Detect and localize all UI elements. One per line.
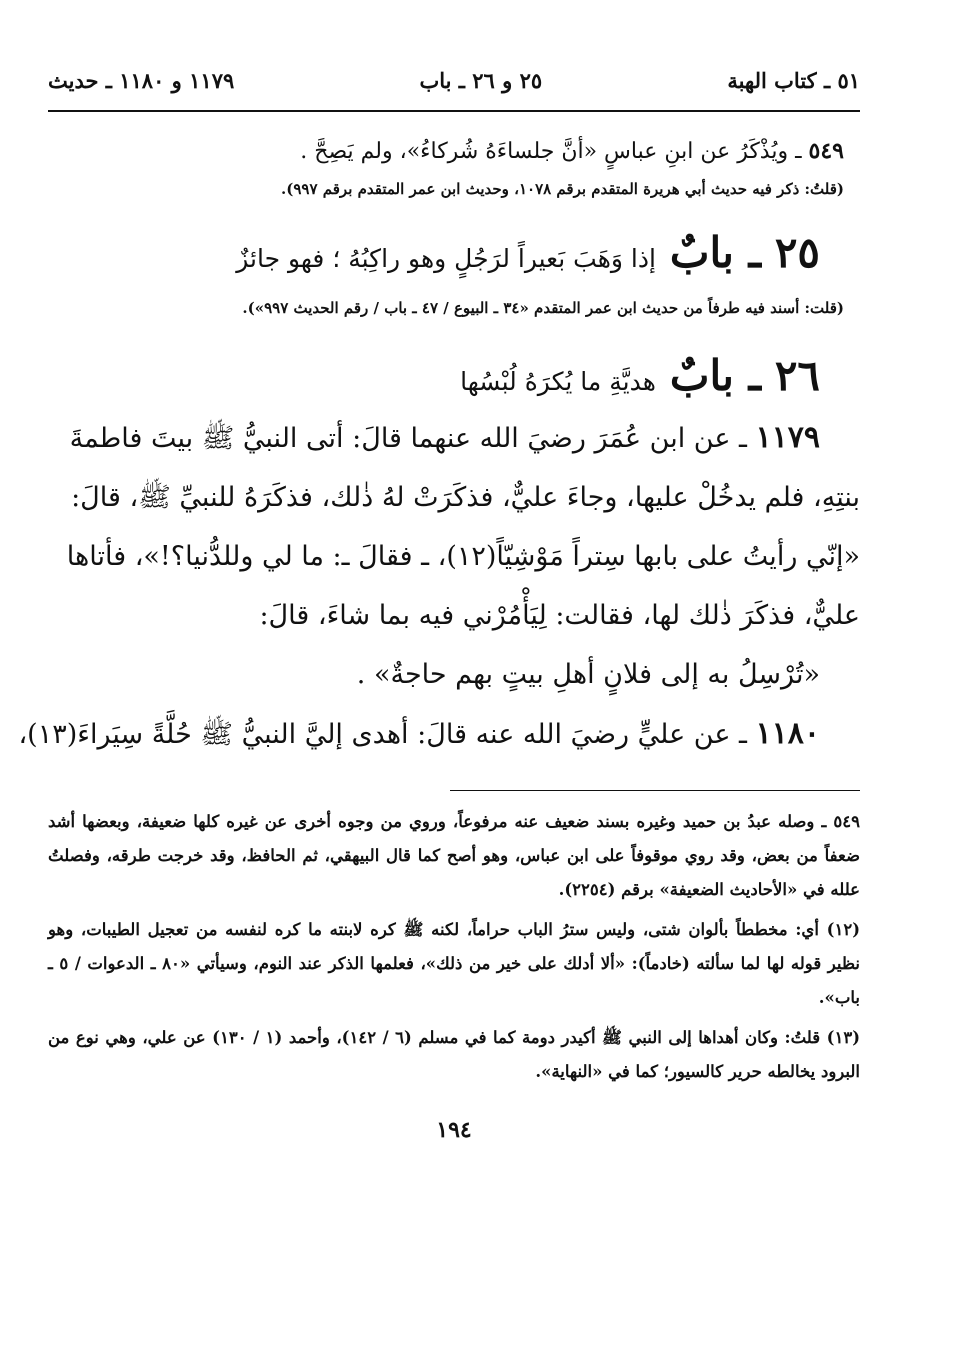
footnotes	[48, 805, 860, 1089]
hadith-1179-text-2: بنتِهِ، فلم يدخُلْ عليها، وجاءَ عليٌّ، فذكَرَتْ لهُ ذٰلك، فذكَرَهُ للنبيِّ ﷺ، قالَ:	[71, 482, 860, 513]
chapter-25-number: ٢٥	[774, 228, 820, 277]
chapter-25-title: إذا وَهَبَ بَعيراً لرَجُلٍ وهو راكِبُهُ ؛ فهو جائزٌ	[236, 244, 656, 273]
chapter-25-heading	[48, 228, 860, 277]
chapter-26-heading	[48, 351, 860, 400]
header-book-title: ٥١ ـ كتاب الهبة	[727, 67, 860, 93]
header-chapters: ٢٥ و ٢٦ ـ باب	[419, 67, 543, 93]
editor-note-1: (قلتُ: ذكر فيه حديث أبي هريرة المتقدم برقم ١٠٧٨، وحديث ابن عمر المتقدم برقم ٩٩٧).	[281, 180, 844, 198]
chapter-26-title: هديَّةِ ما يُكرَهُ لُبْسُها	[460, 367, 656, 396]
hadith-1180	[18, 704, 860, 764]
entry-549-number: ٥٤٩	[808, 138, 844, 164]
hadith-1180-text-1: ـ عن عليٍّ رضيَ الله عنه قالَ: أهدى إليَّ النبيُّ ﷺ حُلَّةً سِيَراءَ(١٣)،	[18, 719, 747, 750]
hadith-1179-line	[48, 408, 860, 468]
entry-549-text: ـ ويُذْكَرُ عن ابنِ عباسٍ «أنَّ جلساءَهُ شُركاءُ»، ولم يَصِحَّ .	[300, 139, 802, 164]
document-page	[18, 58, 861, 1143]
hadith-1180-line	[18, 704, 860, 764]
chapter-26-number: ٢٦	[774, 351, 820, 400]
hadith-1179-text-5: «تُرْسِلُ به إلى فلانٍ أهلِ بيتٍ بهم حاجةٌ» .	[356, 659, 820, 690]
hadith-1179	[48, 408, 860, 704]
entry-549	[48, 138, 844, 164]
chapter-25-bab: ـ بابٌ	[669, 228, 761, 277]
running-header	[48, 58, 860, 102]
footnote-13: (١٣) قلتُ: وكان أهداها إلى النبي ﷺ أكيدر دومة كما في مسلم (٦ / ١٤٢)، وأحمد (١ / ١٣٠) عن علي، وهي نوع من البرود يخالطه حرير كالسيور؛ كما في «النهاية».	[48, 1028, 861, 1081]
page-number: ١٩٤	[436, 1117, 472, 1143]
footnote-12: (١٢) أي: مخططاً بألوان شتى، وليس سترُ الباب حراماً، لكنه ﷺ كره لابنته ما كره لنفسه من تعجيل الطيبات، وهو نظير قوله لها لما سألته (خادماً): «ألا أدلك على خير من ذلك»، فعلمها الذكر عند النوم، وسيأتي «٨٠ ـ الدعوات / ٥ ـ باب».	[48, 920, 860, 1007]
chapter-26-bab: ـ بابٌ	[669, 351, 761, 400]
hadith-1180-number: ١١٨٠	[755, 716, 820, 751]
header-rule	[48, 110, 860, 112]
hadith-1179-text-1: ـ عن ابن عُمَرَ رضيَ الله عنهما قالَ: أتى النبيُّ ﷺ بيتَ فاطمةَ	[69, 423, 747, 454]
header-hadith-range: ١١٧٩ و ١١٨٠ ـ حديث	[48, 67, 235, 93]
hadith-1179-text-4: عليٌّ، فذكَرَ ذٰلك لها، فقالت: لِيَأْمُرْني فيه بما شاءَ، قالَ:	[259, 600, 860, 631]
editor-note-2: (قلت: أسند فيه طرفاً من حديث ابن عمر المتقدم «٣٤ ـ البيوع / ٤٧ ـ باب / رقم الحديث ٩٩٧»).	[242, 299, 844, 317]
footnote-rule	[450, 790, 860, 791]
hadith-1179-text-3: «إنّي رأيتُ على بابها سِتراً مَوْشِيّاً(١٢)، ـ فقالَ ـ: ما لي وللدُّنيا؟!»، فأتاها	[66, 541, 860, 572]
hadith-1179-number: ١١٧٩	[755, 420, 820, 455]
footnote-549: ٥٤٩ ـ وصله عبدُ بن حميد وغيره بسند ضعيف عنه مرفوعاً، وروي من وجوه أخرى عن غيره كلها ضعيفة، وبعضها أشد ضعفاً من بعض، وقد روي موقوفاً على ابن عباس، وهو أصح كما قال البيهقي، ثم الحافظ، وقد خرجت طرقه، وفصلتُ علله في «الأحاديث الضعيفة» برقم (٢٢٥٤).	[48, 812, 860, 899]
